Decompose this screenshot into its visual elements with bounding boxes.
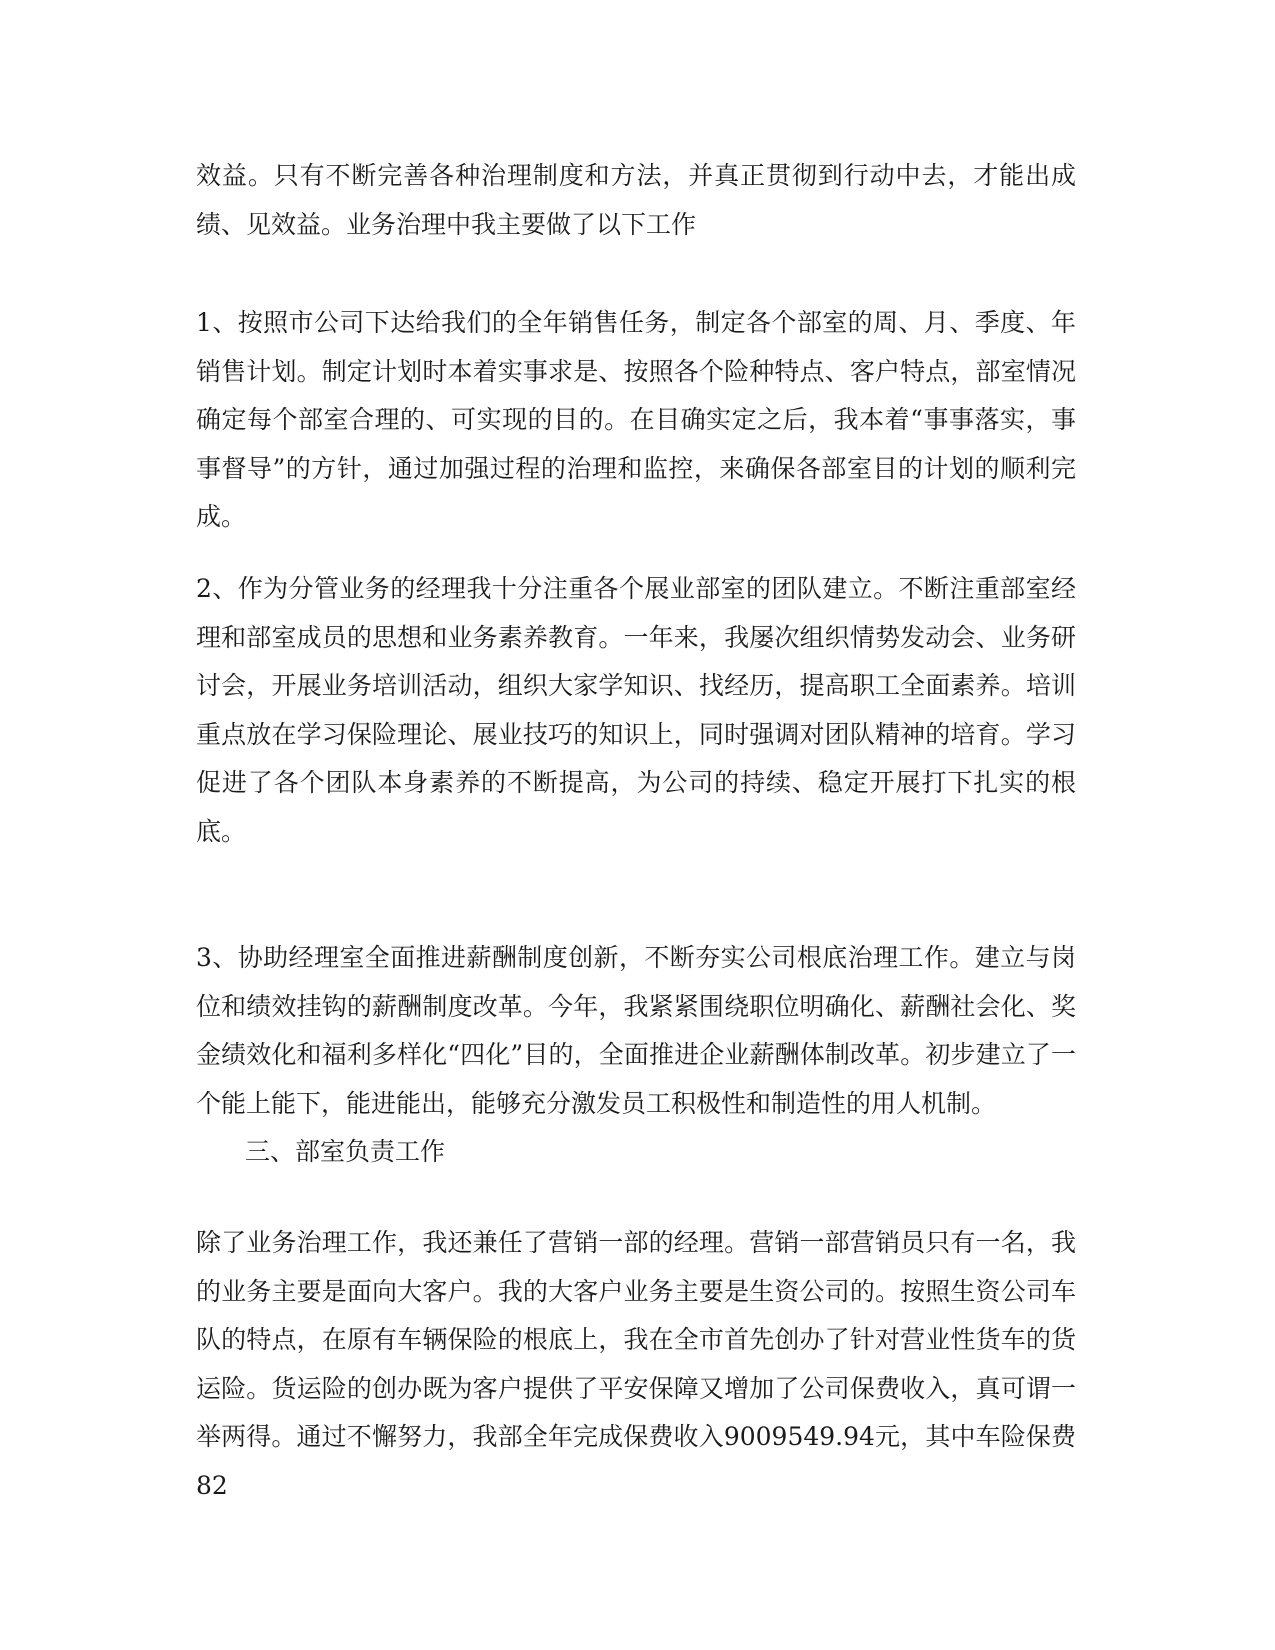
section-3-body-paragraph: 除了业务治理工作，我还兼任了营销一部的经理。营销一部营销员只有一名，我的业务主要是面向大客户。我的大客户业务主要是生资公司的。按照生资公司车队的特点，在原有车辆保险的根底上，我在全市首先创办了针对营业性货车的货运险。货运险的创办既为客户提供了平安保障又增加了公司保费收入，真可谓一举两得。通过不懈努力，我部全年完成保费收入9009549.94元，其中车险保费82 (196, 1228, 1076, 1500)
work-item-2-paragraph: 2、作为分管业务的经理我十分注重各个展业部室的团队建立。不断注重部室经理和部室成员的思想和业务素养教育。一年来，我屡次组织情势发动会、业务研讨会，开展业务培训活动，组织大家学知识、找经历，提高职工全面素养。培训重点放在学习保险理论、展业技巧的知识上，同时强调对团队精神的培育。学习促进了各个团队本身素养的不断提高，为公司的持续、稳定开展打下扎实的根底。 (196, 574, 1076, 846)
section-3-heading: 三、部室负责工作 (245, 1137, 446, 1166)
intro-paragraph: 效益。只有不断完善各种治理制度和方法，并真正贯彻到行动中去，才能出成绩、见效益。业务治理中我主要做了以下工作 (196, 161, 1076, 239)
work-item-1-paragraph: 1、按照市公司下达给我们的全年销售任务，制定各个部室的周、月、季度、年销售计划。制定计划时本着实事求是、按照各个险种特点、客户特点，部室情况确定每个部室合理的、可实现的目的。在目确实定之后，我本着“事事落实，事事督导”的方针，通过加强过程的治理和监控，来确保各部室目的计划的顺利完成。 (196, 308, 1076, 531)
work-item-3-paragraph: 3、协助经理室全面推进薪酬制度创新，不断夯实公司根底治理工作。建立与岗位和绩效挂钩的薪酬制度改革。今年，我紧紧围绕职位明确化、薪酬社会化、奖金绩效化和福利多样化“四化”目的，全面推进企业薪酬体制改革。初步建立了一个能上能下，能进能出，能够充分激发员工积极性和制造性的用人机制。 (196, 943, 1076, 1118)
